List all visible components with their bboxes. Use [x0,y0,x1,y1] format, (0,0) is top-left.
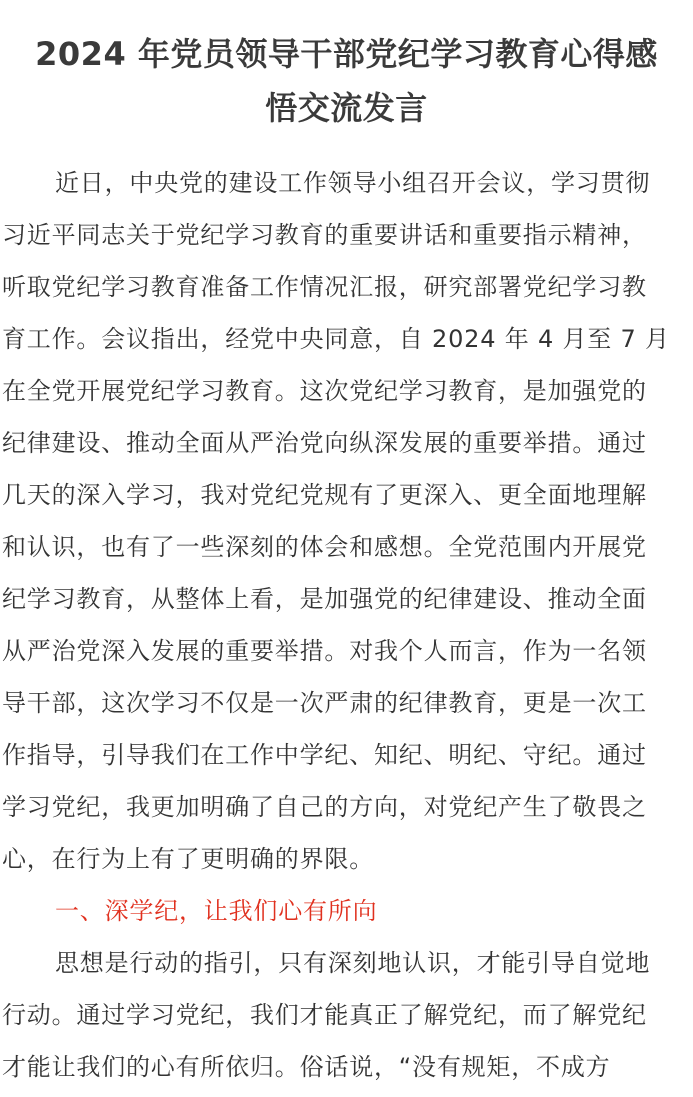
title-line-2: 悟交流发言 [265,89,428,127]
paragraph-1 [2,157,691,885]
text-line: 和认识，也有了一些深刻的体会和感想。全党范围内开展党 [2,533,647,561]
text-line: 导干部，这次学习不仅是一次严肃的纪律教育，更是一次工 [2,689,647,717]
text-line: 育工作。会议指出，经党中央同意，自 2024 年 4 月至 7 月 [2,325,670,353]
text-line: 纪律建设、推动全面从严治党向纵深发展的重要举措。通过 [2,429,647,457]
text-line: 近日，中央党的建设工作领导小组召开会议，学习贯彻 [55,169,651,197]
text-line: 思想是行动的指引，只有深刻地认识，才能引导自觉地 [55,949,651,977]
section-heading-1: 一、深学纪，让我们心有所向 [55,897,378,925]
text-line: 几天的深入学习，我对党纪党规有了更深入、更全面地理解 [2,481,647,509]
text-line: 心，在行为上有了更明确的界限。 [2,845,374,873]
text-line: 行动。通过学习党纪，我们才能真正了解党纪，而了解党纪 [2,1001,647,1029]
text-line: 作指导，引导我们在工作中学纪、知纪、明纪、守纪。通过 [2,741,647,769]
text-line: 习近平同志关于党纪学习教育的重要讲话和重要指示精神， [2,221,647,249]
text-line: 从严治党深入发展的重要举措。对我个人而言，作为一名领 [2,637,647,665]
text-line: 才能让我们的心有所依归。俗话说，“没有规矩，不成方 [2,1053,611,1081]
text-line: 学习党纪，我更加明确了自己的方向，对党纪产生了敬畏之 [2,793,647,821]
document-body [2,157,691,1093]
title-line-1: 2024 年党员领导干部党纪学习教育心得感 [35,35,658,73]
text-line: 纪学习教育，从整体上看，是加强党的纪律建设、推动全面 [2,585,647,613]
document-title [0,27,693,135]
paragraph-2 [2,937,691,1093]
text-line: 在全党开展党纪学习教育。这次党纪学习教育，是加强党的 [2,377,647,405]
text-line: 听取党纪学习教育准备工作情况汇报，研究部署党纪学习教 [2,273,647,301]
